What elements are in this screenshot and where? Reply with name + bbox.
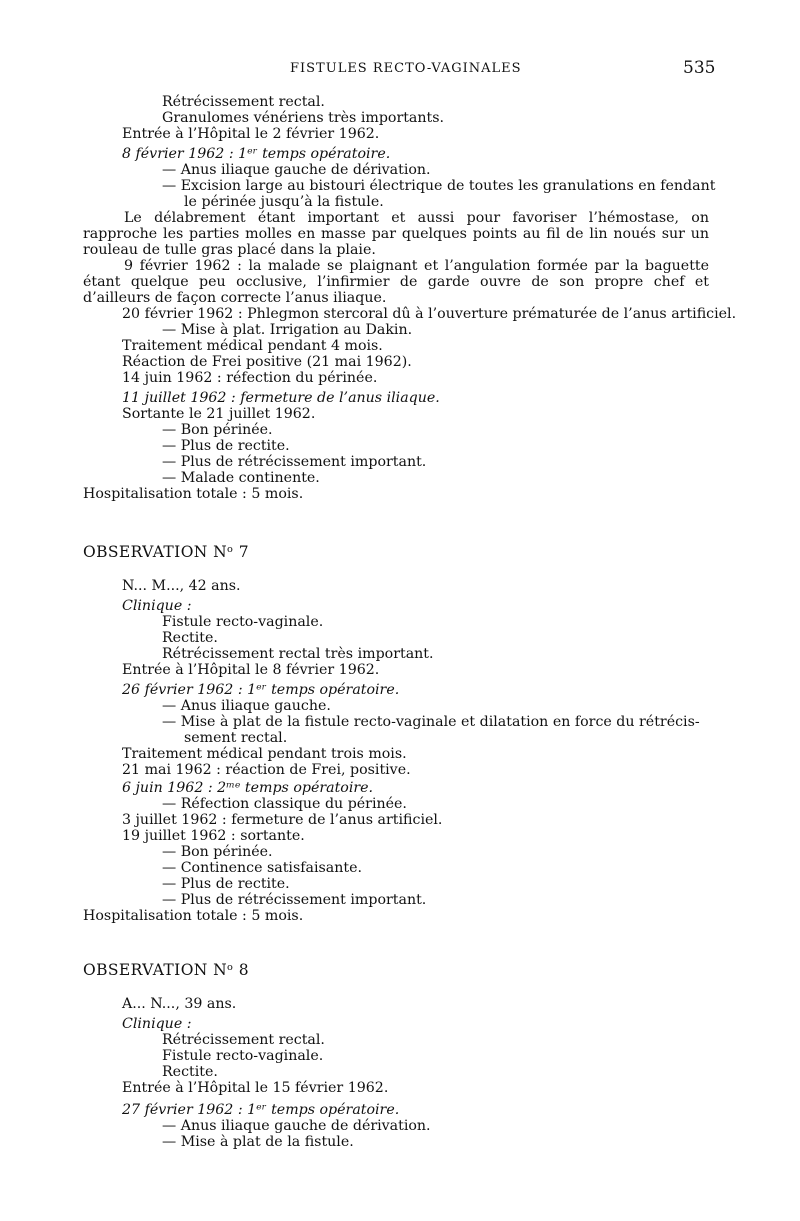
text-line: — Plus de rectite.	[162, 438, 290, 454]
text-line: Entrée à l’Hôpital le 2 février 1962.	[122, 126, 380, 142]
page-number: 535	[683, 58, 716, 78]
operation-date-line: 11 juillet 1962 : fermeture de l’anus iliaque.	[122, 390, 440, 406]
text-line: Réaction de Frei positive (21 mai 1962).	[122, 354, 412, 370]
text-line: sement rectal.	[184, 730, 288, 746]
text-line: — Réfection classique du périnée.	[162, 796, 407, 812]
text-line: Rectite.	[162, 1064, 218, 1080]
text-line: Entrée à l’Hôpital le 15 février 1962.	[122, 1080, 389, 1096]
text-line: 14 juin 1962 : réfection du périnée.	[122, 370, 378, 386]
text-line: 3 juillet 1962 : fermeture de l’anus artificiel.	[122, 812, 443, 828]
text-line: — Mise à plat. Irrigation au Dakin.	[162, 322, 413, 338]
text-line: Sortante le 21 juillet 1962.	[122, 406, 316, 422]
text-line: — Bon périnée.	[162, 422, 273, 438]
text-line: Fistule recto-vaginale.	[162, 614, 324, 630]
text-line: — Plus de rectite.	[162, 876, 290, 892]
text-line: 21 mai 1962 : réaction de Frei, positive.	[122, 762, 411, 778]
text-line: — Plus de rétrécissement important.	[162, 892, 427, 908]
text-line: Hospitalisation totale : 5 mois.	[83, 486, 304, 502]
text-line: Granulomes vénériens très importants.	[162, 110, 445, 126]
text-line: — Anus iliaque gauche de dérivation.	[162, 162, 431, 178]
text-line: le périnée jusqu’à la fistule.	[184, 194, 384, 210]
text-line: Traitement médical pendant trois mois.	[122, 746, 407, 762]
text-line: — Bon périnée.	[162, 844, 273, 860]
operation-date-line: 27 février 1962 : 1ᵉʳ temps opératoire.	[122, 1102, 400, 1118]
text-line: Rétrécissement rectal très important.	[162, 646, 434, 662]
patient-line: N... M..., 42 ans.	[122, 578, 241, 594]
section-label: Clinique :	[122, 1016, 192, 1032]
text-line: — Plus de rétrécissement important.	[162, 454, 427, 470]
text-line: — Mise à plat de la fistule.	[162, 1134, 354, 1150]
text-line: — Excision large au bistouri électrique de toutes les granulations en fendant	[162, 178, 716, 194]
text-line: Entrée à l’Hôpital le 8 février 1962.	[122, 662, 380, 678]
operation-date-line: 26 février 1962 : 1ᵉʳ temps opératoire.	[122, 682, 400, 698]
text-line: — Anus iliaque gauche.	[162, 698, 331, 714]
observation-heading: OBSERVATION Nᵒ 8	[83, 961, 250, 979]
text-line: 19 juillet 1962 : sortante.	[122, 828, 305, 844]
section-label: Clinique :	[122, 598, 192, 614]
text-line: Traitement médical pendant 4 mois.	[122, 338, 383, 354]
text-line: — Malade continente.	[162, 470, 320, 486]
operation-date-line: 6 juin 1962 : 2ᵐᵉ temps opératoire.	[122, 780, 374, 796]
text-line: Rectite.	[162, 630, 218, 646]
text-line: — Anus iliaque gauche de dérivation.	[162, 1118, 431, 1134]
text-line: — Mise à plat de la fistule recto-vaginale et dilatation en force du rétrécis-	[162, 714, 700, 730]
patient-line: A... N..., 39 ans.	[122, 996, 237, 1012]
text-line: Rétrécissement rectal.	[162, 94, 325, 110]
text-line: 20 février 1962 : Phlegmon stercoral dû à l’ouverture prématurée de l’anus artificiel.	[122, 306, 737, 322]
paragraph: 9 février 1962 : la malade se plaignant et l’angulation formée par la baguette étant quelque peu occlusive, l’infirmier de garde ouvre de son propre chef et d’ailleurs de façon correcte l’anus iliaque.	[83, 258, 709, 306]
text-line: Fistule recto-vaginale.	[162, 1048, 324, 1064]
text-line: Hospitalisation totale : 5 mois.	[83, 908, 304, 924]
paragraph: Le délabrement étant important et aussi pour favoriser l’hémostase, on rapproche les parties molles en masse par quelques points au fil de lin noués sur un rouleau de tulle gras placé dans la plaie.	[83, 210, 709, 258]
text-line: Rétrécissement rectal.	[162, 1032, 325, 1048]
text-line: — Continence satisfaisante.	[162, 860, 362, 876]
operation-date-line: 8 février 1962 : 1ᵉʳ temps opératoire.	[122, 146, 391, 162]
running-header-title: FISTULES RECTO-VAGINALES	[290, 61, 522, 76]
observation-heading: OBSERVATION Nᵒ 7	[83, 543, 250, 561]
